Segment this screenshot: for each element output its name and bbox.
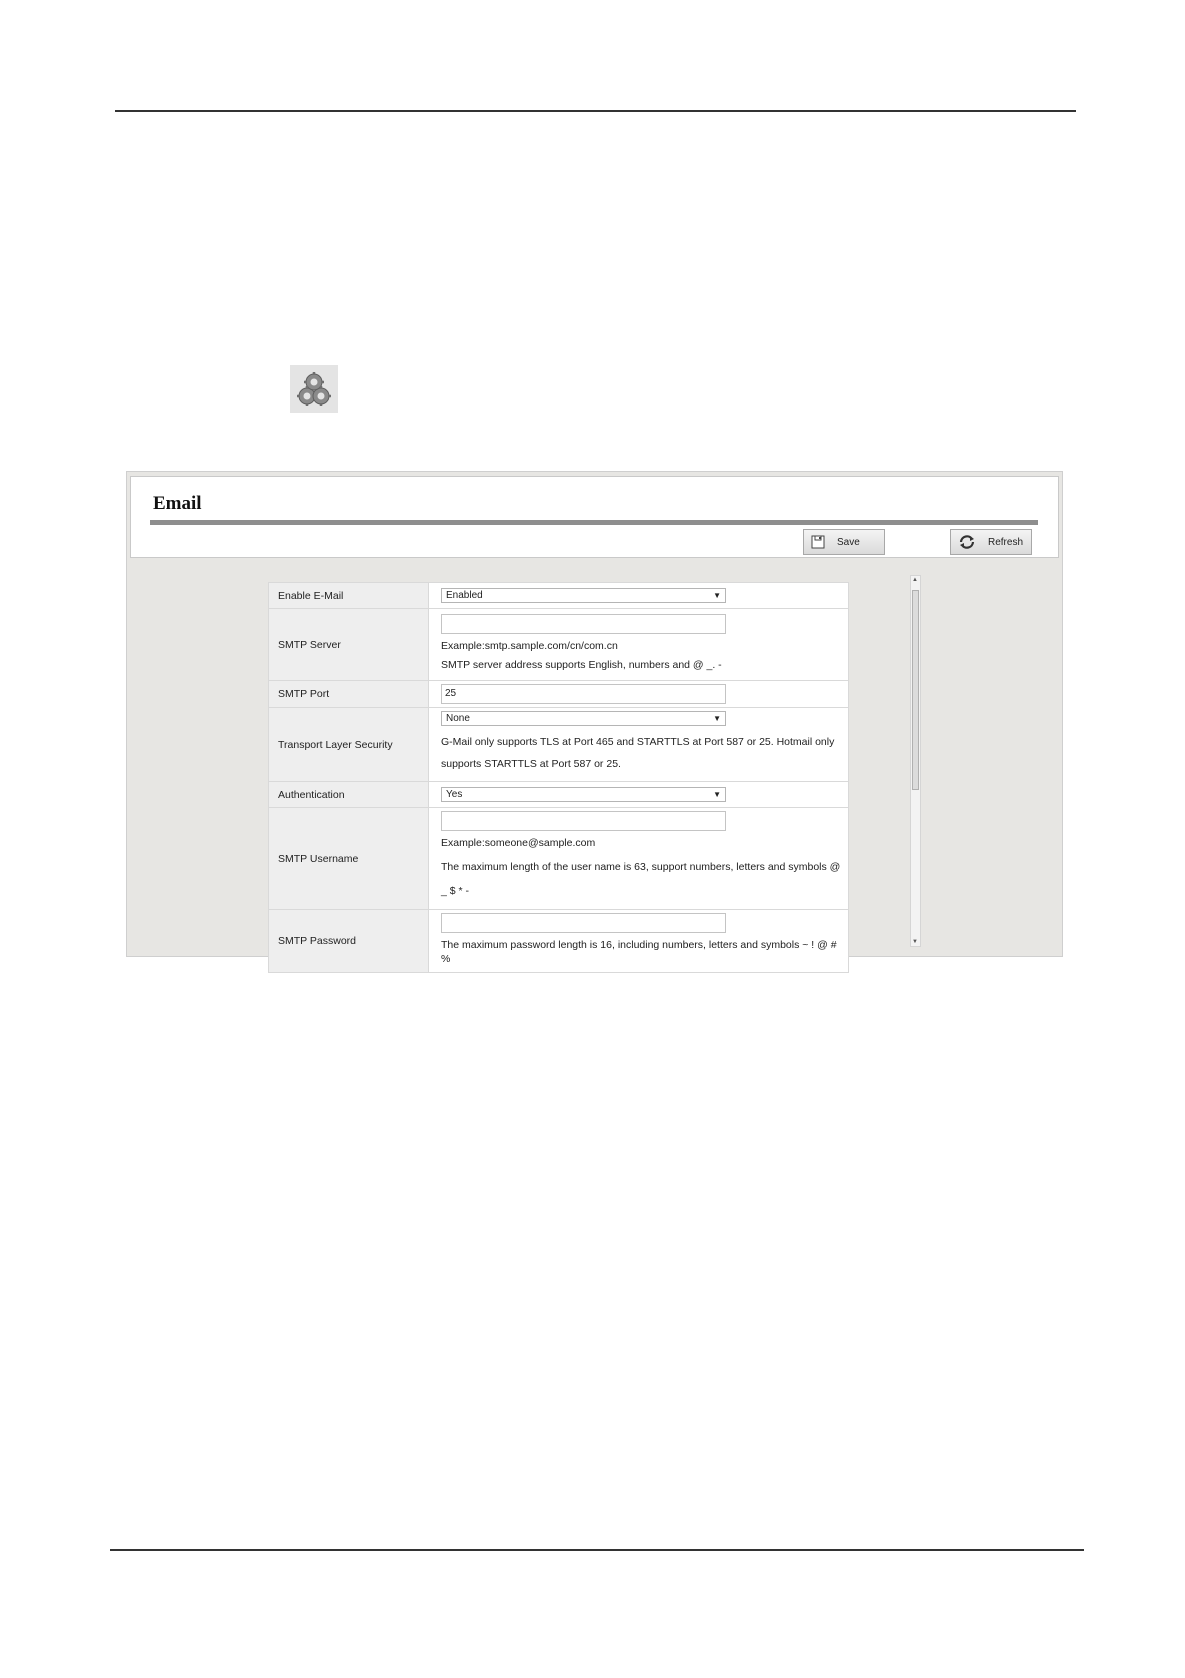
tls-value: None (446, 713, 470, 724)
smtp-port-input[interactable]: 25 (441, 684, 726, 704)
authentication-row (269, 782, 849, 808)
vertical-scrollbar[interactable] (910, 575, 921, 947)
smtp-port-label: SMTP Port (269, 681, 429, 708)
page-title: Email (153, 493, 202, 514)
smtp-password-input[interactable] (441, 913, 726, 933)
enable-email-label: Enable E-Mail (269, 583, 429, 609)
smtp-port-row (269, 681, 849, 708)
tls-select[interactable] (441, 711, 726, 726)
smtp-server-label: SMTP Server (269, 609, 429, 681)
smtp-username-note: The maximum length of the user name is 63, support numbers, letters and symbols @ _ $ * - (441, 861, 841, 897)
smtp-password-label: SMTP Password (269, 910, 429, 973)
email-form (268, 582, 849, 965)
smtp-password-note: The maximum password length is 16, including numbers, letters and symbols ~ ! @ # % (441, 939, 837, 965)
email-settings-window (126, 471, 1063, 965)
smtp-server-row (269, 609, 849, 681)
refresh-icon (958, 533, 976, 551)
smtp-username-label: SMTP Username (269, 808, 429, 910)
refresh-button-label: Refresh (988, 536, 1024, 548)
smtp-server-input[interactable] (441, 614, 726, 634)
save-button[interactable] (803, 529, 885, 555)
enable-email-select[interactable] (441, 588, 726, 603)
footer-divider (110, 1549, 1084, 1551)
tls-note: G-Mail only supports TLS at Port 465 and STARTTLS at Port 587 or 25. Hotmail only supports STARTTLS at Port 587 or 25. (441, 736, 835, 770)
smtp-username-input[interactable] (441, 811, 726, 831)
tls-row (269, 708, 849, 782)
chevron-down-icon: ▼ (713, 790, 721, 799)
save-button-label: Save (837, 536, 860, 548)
smtp-server-example: Example:smtp.sample.com/cn/com.cn (441, 640, 618, 652)
scroll-down-icon[interactable]: ▼ (912, 939, 918, 945)
smtp-password-row (269, 910, 849, 973)
smtp-username-row (269, 808, 849, 910)
chevron-down-icon: ▼ (713, 714, 721, 723)
chevron-down-icon: ▼ (713, 591, 721, 600)
tls-label: Transport Layer Security (269, 708, 429, 782)
authentication-select[interactable] (441, 787, 726, 802)
header-divider (115, 110, 1076, 112)
authentication-label: Authentication (269, 782, 429, 808)
gears-icon (290, 365, 338, 413)
smtp-server-note: SMTP server address supports English, numbers and @ _. - (441, 659, 722, 671)
scroll-up-icon[interactable]: ▲ (912, 577, 918, 583)
scroll-thumb[interactable] (912, 590, 919, 790)
floppy-disk-icon (811, 535, 825, 549)
refresh-button[interactable] (950, 529, 1032, 555)
panel-header (130, 476, 1059, 558)
title-underline (150, 520, 1038, 525)
authentication-value: Yes (446, 789, 463, 800)
enable-email-row (269, 583, 849, 609)
enable-email-value: Enabled (446, 590, 483, 601)
smtp-username-example: Example:someone@sample.com (441, 837, 596, 849)
